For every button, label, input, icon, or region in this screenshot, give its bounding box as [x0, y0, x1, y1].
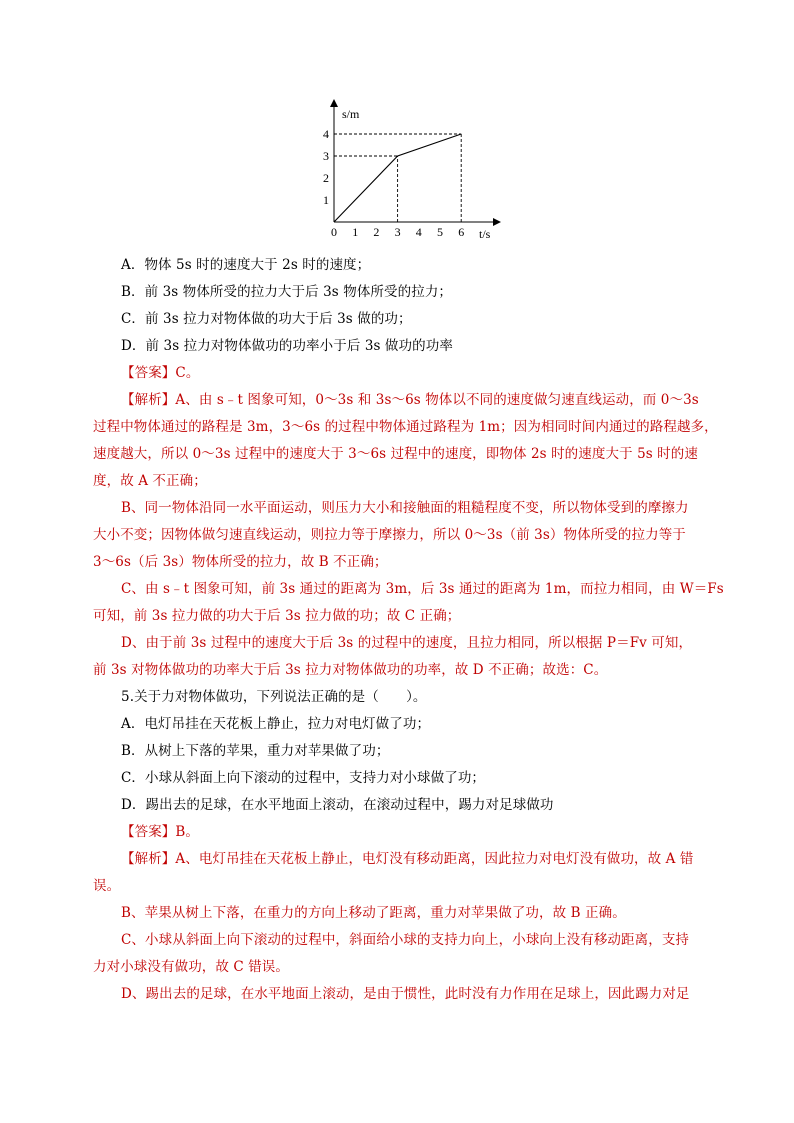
answer-value: C。	[175, 365, 200, 381]
q5-analysis-line	[121, 847, 694, 867]
q5-analysis-line: C、小球从斜面上向下滚动的过程中，斜面给小球的支持力向上，小球向上没有移动距离，支持	[121, 932, 690, 948]
series-line	[334, 134, 461, 222]
q5-question: 5.关于力对物体做功，下列说法正确的是（ ）。	[121, 689, 427, 705]
y-tick-label: 1	[323, 193, 329, 207]
x-tick-label: 4	[415, 225, 422, 239]
q5-option-a: A．电灯吊挂在天花板上静止，拉力对电灯做了功；	[121, 716, 431, 732]
q4-analysis-line	[121, 388, 699, 408]
q4-analysis-line: 过程中物体通过的路程是 3m，3～6s 的过程中物体通过路程为 1m；因为相同时间内通过的路程越多，	[93, 419, 718, 435]
q4-option-c: C．前 3s 拉力对物体做的功大于后 3s 做的功；	[121, 311, 412, 327]
answer-label: 【答案】	[121, 824, 176, 840]
answer-label: 【答案】	[121, 365, 176, 381]
analysis-text: A、电灯吊挂在天花板上静止，电灯没有移动距离，因此拉力对电灯没有做功，故 A 错	[175, 851, 694, 867]
x-tick-label: 2	[373, 225, 380, 239]
q5-analysis-line: 误。	[93, 878, 121, 894]
q5-analysis-line: B、苹果从树上下落，在重力的方向上移动了距离，重力对苹果做了功，故 B 正确。	[121, 905, 626, 921]
y-tick-label: 4	[323, 127, 329, 141]
q5-analysis-line: 力对小球没有做功，故 C 错误。	[93, 959, 290, 975]
x-tick-label: 6	[458, 225, 465, 239]
analysis-label: 【解析】	[121, 851, 176, 867]
q4-analysis-line: 度，故 A 不正确；	[93, 473, 207, 489]
x-tick-label: 3	[394, 225, 401, 239]
q5-option-d: D．踢出去的足球，在水平地面上滚动，在滚动过程中，踢力对足球做功	[121, 797, 554, 813]
y-tick-label: 3	[323, 149, 329, 163]
guide-lines	[334, 134, 461, 222]
q4-option-a: A．物体 5s 时的速度大于 2s 时的速度；	[121, 257, 371, 273]
q4-option-d: D．前 3s 拉力对物体做功的功率小于后 3s 做功的功率	[121, 338, 453, 354]
q5-answer	[121, 820, 199, 840]
answer-value: B。	[175, 824, 200, 840]
y-tick-label: 2	[323, 171, 329, 185]
y-tick-labels	[323, 127, 329, 207]
s-t-chart	[318, 96, 508, 246]
x-tick-labels	[331, 225, 464, 239]
q5-analysis-line: D、踢出去的足球，在水平地面上滚动，是由于惯性，此时没有力作用在足球上，因此踢力对足	[121, 986, 690, 1002]
q4-analysis-line: 前 3s 对物体做功的功率大于后 3s 拉力对物体做功的功率，故 D 不正确；故选：C。	[93, 662, 608, 678]
x-tick-label: 5	[437, 225, 443, 239]
analysis-text: A、由 s﹣t 图象可知，0～3s 和 3s～6s 物体以不同的速度做匀速直线运动，而 0～3s	[175, 392, 699, 408]
x-tick-label: 0	[331, 225, 337, 239]
series-group	[334, 134, 461, 222]
x-axis-label: t/s	[479, 227, 491, 241]
q4-analysis-line: 大小不变；因物体做匀速直线运动，则拉力等于摩擦力，所以 0～3s（前 3s）物体所受的拉力等于	[93, 527, 686, 543]
y-axis-label: s/m	[342, 107, 360, 121]
q4-analysis-line: C、由 s﹣t 图象可知，前 3s 通过的距离为 3m，后 3s 通过的距离为 1m，而拉力相同，由 W＝Fs	[121, 581, 724, 597]
q4-analysis-line: 3～6s（后 3s）物体所受的拉力，故 B 不正确；	[93, 554, 388, 570]
q4-analysis-line: B、同一物体沿同一水平面运动，则压力大小和接触面的粗糙程度不变，所以物体受到的摩擦力	[121, 500, 689, 516]
q5-option-c: C．小球从斜面上向下滚动的过程中，支持力对小球做了功；	[121, 770, 486, 786]
q4-analysis-line: 速度越大，所以 0～3s 过程中的速度大于 3～6s 过程中的速度，即物体 2s 时的速度大于 5s 时的速	[93, 446, 698, 462]
q5-option-b: B．从树上下落的苹果，重力对苹果做了功；	[121, 743, 390, 759]
q4-analysis-line: 可知，前 3s 拉力做的功大于后 3s 拉力做的功；故 C 正确；	[93, 608, 461, 624]
x-tick-label: 1	[352, 225, 359, 239]
analysis-label: 【解析】	[121, 392, 176, 408]
q4-analysis-line: D、由于前 3s 过程中的速度大于后 3s 的过程中的速度，且拉力相同，所以根据 P＝Fv 可知，	[121, 635, 693, 651]
q4-answer	[121, 361, 199, 381]
q4-option-b: B．前 3s 物体所受的拉力大于后 3s 物体所受的拉力；	[121, 284, 453, 300]
